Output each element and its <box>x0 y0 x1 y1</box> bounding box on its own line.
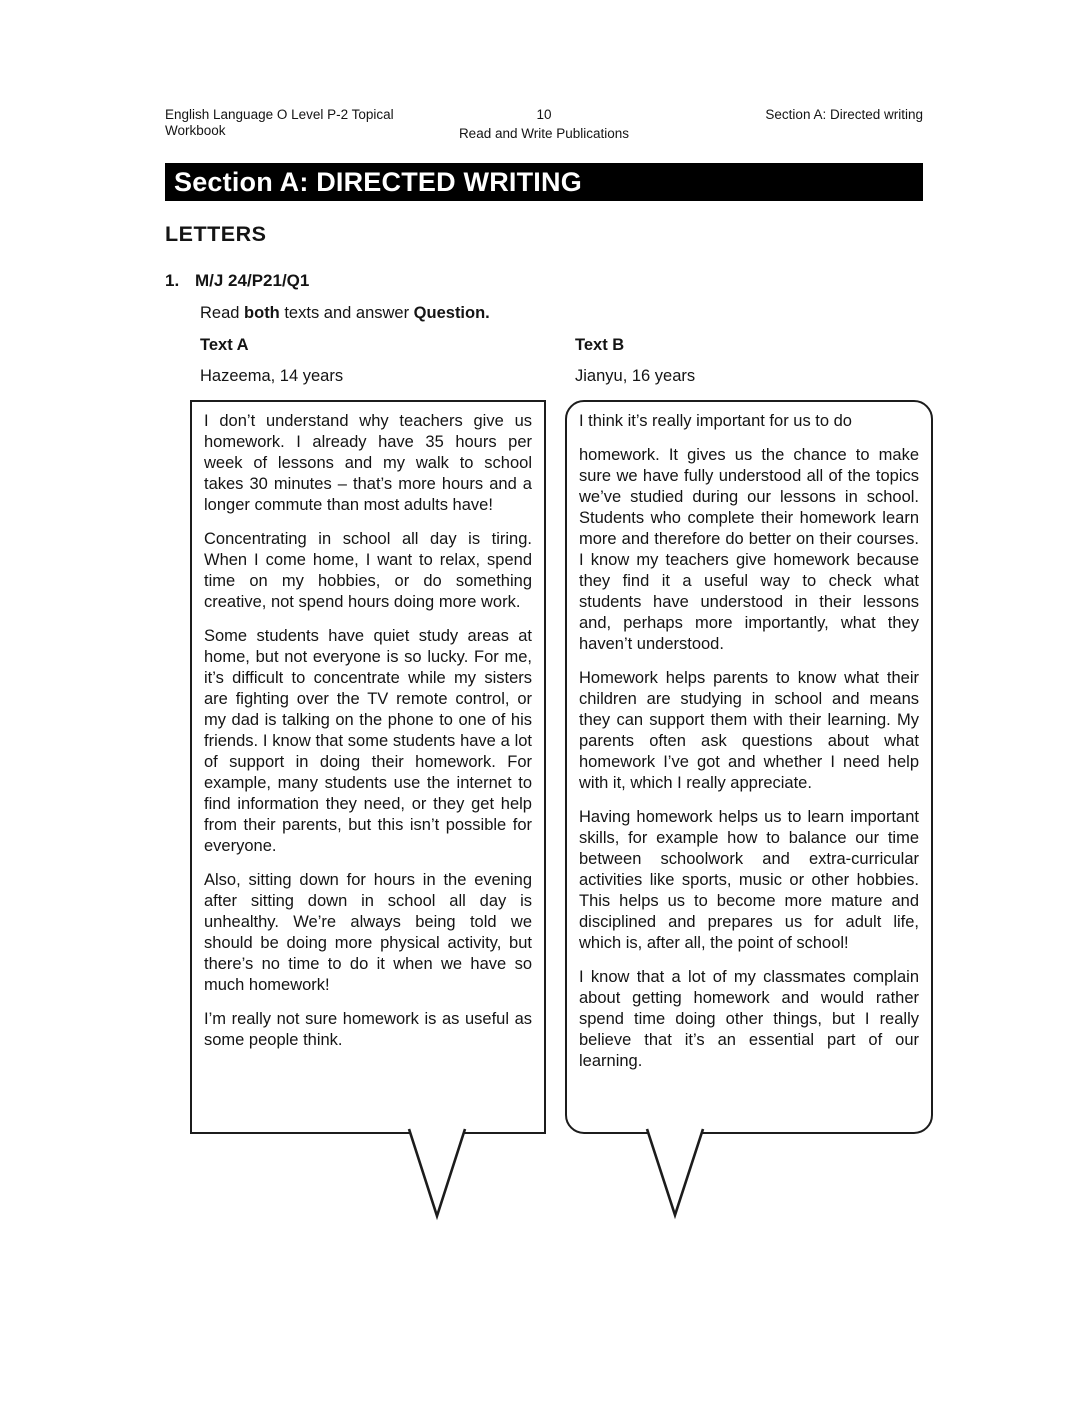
text-b-paragraph: Having homework helps us to learn important skills, for example how to balance our time between schoolwork and extra-curricular activities like sports, music or other hobbies. This helps us to become more mature and disciplined and prepares us for adult life, which is, after all, the point of school! <box>579 808 919 952</box>
instruction-both: both <box>244 304 280 322</box>
text-b-paragraph: I know that a lot of my classmates complain about getting homework and would rather spend time doing other things, but I really believe that it’s an essential part of our learning. <box>579 968 919 1070</box>
text-b-label: Text B <box>575 336 625 354</box>
page-content <box>165 107 923 1134</box>
text-b-paragraph: I think it’s really important for us to do <box>579 412 852 430</box>
text-a-paragraph: I’m really not sure homework is as useful as some people think. <box>204 1010 532 1049</box>
question-line <box>165 271 923 291</box>
text-a-paragraph: Also, sitting down for hours in the evening after sitting down in school all day is unhealthy. We’re always being told we should be doing more physical activity, but there’s no time to do it when we have so much homework! <box>204 871 532 994</box>
header-center <box>449 107 639 142</box>
text-a-column <box>190 336 546 1134</box>
question-number: 1. <box>165 271 180 290</box>
instruction-mid: texts and answer <box>279 304 414 322</box>
page-number: 10 <box>536 107 552 122</box>
instruction <box>200 304 923 323</box>
publisher-line: Read and Write Publications <box>458 126 630 141</box>
letters-heading: LETTERS <box>165 222 267 246</box>
instruction-question: Question. <box>413 304 490 322</box>
section-banner <box>165 163 923 201</box>
speech-bubble-a-tail-icon <box>407 1129 467 1219</box>
text-a-label: Text A <box>200 336 249 354</box>
text-a-paragraph: I don’t understand why teachers give us homework. I already have 35 hours per week of lessons and my walk to school takes 30 minutes – that’s more hours and a longer commute than most adults have! <box>204 412 532 514</box>
section-banner-title: Section A: DIRECTED WRITING <box>174 167 582 197</box>
text-a-paragraph: Concentrating in school all day is tiring. When I come home, I want to relax, spend time on my hobbies, or do something creative, not spend hours doing more work. <box>204 530 532 611</box>
text-b-paragraph: Homework helps parents to know what their children are studying in school and means they can support them with their learning. My parents often ask questions about what homework I’ve got and whether I need help with it, which I really appreciate. <box>579 669 919 792</box>
text-b-paragraph: homework. It gives us the chance to make sure we have fully understood all of the topics we’ve studied during our lessons in school. Students who complete their homework learn more and therefore do better on their courses. I know my teachers give homework because they find it a useful way to check what students have understood in their lessons and, perhaps more importantly, what they haven’t understood. <box>579 446 919 653</box>
instruction-read: Read <box>200 304 245 322</box>
text-a-author: Hazeema, 14 years <box>200 367 344 385</box>
text-b-author: Jianyu, 16 years <box>575 367 696 385</box>
running-header <box>165 107 923 142</box>
speech-bubble-b <box>565 400 933 1134</box>
question-code: M/J 24/P21/Q1 <box>195 271 310 290</box>
text-a-paragraph: Some students have quiet study areas at home, but not everyone is so lucky. For me, it’s difficult to concentrate while my sisters are fighting over the TV remote control, or my dad is talking on the phone to one of his friends. I know that some students have a lot of support in doing their homework. For example, many students use the internet to find information they need, or they get help from their parents, but this isn’t possible for everyone. <box>204 627 532 855</box>
text-b-column <box>565 336 933 1134</box>
speech-bubble-a <box>190 400 546 1134</box>
header-book-title: English Language O Level P-2 Topical Workbook <box>165 107 394 138</box>
header-section-title: Section A: Directed writing <box>765 107 923 122</box>
speech-bubble-b-tail-icon <box>645 1129 705 1219</box>
texts-columns <box>190 336 923 1134</box>
